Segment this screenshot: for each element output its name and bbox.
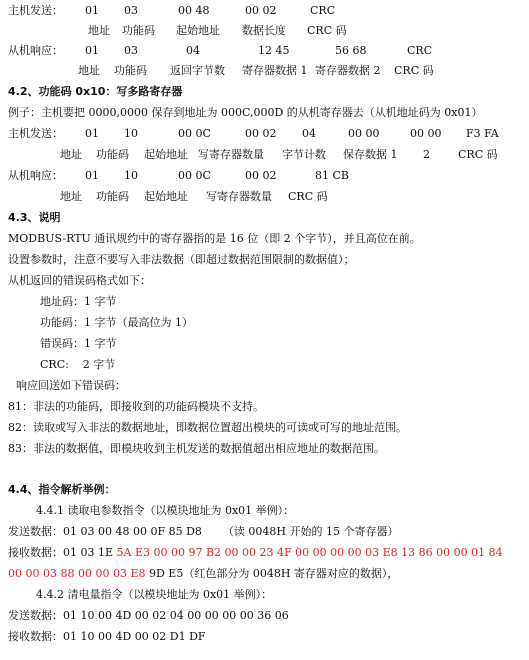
rdesc-func: 功能码 xyxy=(114,64,147,77)
field-address: 地址码：1 字节 xyxy=(40,295,117,308)
register-data-red-part2: 00 00 03 88 00 00 03 E8 xyxy=(8,567,146,580)
receive-header-bytes: 01 03 1E xyxy=(63,546,117,559)
field-crc: CRC: 2 字节 xyxy=(40,358,116,371)
desc-crc: CRC 码 xyxy=(307,24,347,37)
rdesc-addr: 地址 xyxy=(78,64,100,77)
send-value-crc: CRC xyxy=(310,4,336,17)
send-data-1: 发送数据：01 03 00 48 00 0F 85 D8 （读 0048H 开始的 15 个寄存器） xyxy=(8,525,399,538)
error-81: 81：非法的功能码，即接收到的功能码模块不支持。 xyxy=(8,400,264,413)
s42-resp-func: 10 xyxy=(124,169,138,182)
s42-resp-count: 00 02 xyxy=(245,169,277,182)
desc-len: 数据长度 xyxy=(242,24,286,37)
s42-send-label: 主机发送： xyxy=(8,127,63,140)
resp-value-bytes: 04 xyxy=(186,44,200,57)
rdesc-bytes: 返回字节数 xyxy=(170,64,225,77)
resp-value-crc: CRC xyxy=(407,44,433,57)
rdesc-crc: CRC 码 xyxy=(394,64,434,77)
s42-resp-addr: 01 xyxy=(85,169,99,182)
s42-send-addr: 01 xyxy=(85,127,99,140)
resp-value-addr: 01 xyxy=(85,44,99,57)
s42-send-data2: 00 00 xyxy=(410,127,442,140)
section-heading-4-2: 4.2、功能码 0x10：写多路寄存器 xyxy=(8,85,183,98)
receive-data-2: 接收数据：01 10 00 4D 00 02 D1 DF xyxy=(8,630,206,643)
s42-send-count: 00 02 xyxy=(245,127,277,140)
receive-data-1-line1 xyxy=(8,546,503,560)
desc-func: 功能码 xyxy=(122,24,155,37)
send-value-start: 00 48 xyxy=(178,4,210,17)
send-label: 主机发送： xyxy=(8,4,63,17)
s42-rdesc-crc: CRC 码 xyxy=(288,190,328,203)
s42-desc-data1: 保存数据 1 xyxy=(343,148,398,161)
resp-value-d2: 56 68 xyxy=(335,44,367,57)
desc-start: 起始地址 xyxy=(176,24,220,37)
subheading-4-4-1: 4.4.1 读取电参数指令（以模块地址为 0x01 举例）： xyxy=(36,504,295,517)
field-error: 错误码：1 字节 xyxy=(40,337,117,350)
paragraph-register: MODBUS-RTU 通讯规约中的寄存器指的是 16 位（即 2 个字节），并且高位在前。 xyxy=(8,232,421,245)
error-83: 83：非法的数据值，即模块收到主机发送的数据值超出相应地址的数据范围。 xyxy=(8,442,385,455)
send-data-2: 发送数据：01 10 00 4D 00 02 04 00 00 00 00 36 06 xyxy=(8,609,289,622)
s42-desc-func: 功能码 xyxy=(96,148,129,161)
paragraph-error-format: 从机返回的错误码格式如下： xyxy=(8,274,151,287)
s42-desc-addr: 地址 xyxy=(60,148,82,161)
s42-desc-bytes: 字节计数 xyxy=(282,148,326,161)
resp-value-func: 03 xyxy=(124,44,138,57)
register-data-red-part1: 5A E3 00 00 97 B2 00 00 23 4F 00 00 00 00 03 E8 13 86 00 00 01 84 xyxy=(116,546,503,559)
section-heading-4-4: 4.4、指令解析举例： xyxy=(8,483,116,496)
s42-desc-crc: CRC 码 xyxy=(458,148,498,161)
receive-data-1-line2 xyxy=(8,567,398,581)
s42-send-bytes: 04 xyxy=(302,127,316,140)
s42-rdesc-addr: 地址 xyxy=(60,190,82,203)
desc-addr: 地址 xyxy=(88,24,110,37)
section-heading-4-3: 4.3、说明 xyxy=(8,211,61,224)
send-value-func: 03 xyxy=(124,4,138,17)
error-82: 82：读取或写入非法的数据地址，即数据位置超出模块的可读或可写的地址范围。 xyxy=(8,421,407,434)
s42-resp-start: 00 0C xyxy=(178,169,211,182)
paragraph-error-codes: 响应回送如下错误码： xyxy=(16,379,126,392)
s42-rdesc-start: 起始地址 xyxy=(144,190,188,203)
send-value-len: 00 02 xyxy=(245,4,277,17)
s42-desc-data2: 2 xyxy=(423,148,430,161)
rdesc-d1: 寄存器数据 1 xyxy=(242,64,308,77)
s42-resp-label: 从机响应： xyxy=(8,169,63,182)
s42-send-crc: F3 FA xyxy=(466,127,499,140)
s42-desc-count: 写寄存器数量 xyxy=(198,148,264,161)
paragraph-settings: 设置参数时，注意不要写入非法数据（即超过数据范围限制的数据值）； xyxy=(8,253,355,266)
s42-rdesc-count: 写寄存器数量 xyxy=(206,190,272,203)
resp-label: 从机响应： xyxy=(8,44,63,57)
receive-crc-note: 9D E5（红色部分为 0048H 寄存器对应的数据）， xyxy=(145,567,399,580)
s42-send-start: 00 0C xyxy=(178,127,211,140)
s42-rdesc-func: 功能码 xyxy=(96,190,129,203)
s42-send-func: 10 xyxy=(124,127,138,140)
receive-label: 接收数据： xyxy=(8,546,63,559)
resp-value-d1: 12 45 xyxy=(258,44,290,57)
example-text: 例子：主机要把 0000,0000 保存到地址为 000C,000D 的从机寄存器去（从机地址码为 0x01） xyxy=(8,106,483,119)
send-value-addr: 01 xyxy=(85,4,99,17)
s42-resp-crc: 81 CB xyxy=(315,169,349,182)
s42-send-data1: 00 00 xyxy=(348,127,380,140)
s42-desc-start: 起始地址 xyxy=(144,148,188,161)
field-function: 功能码：1 字节（最高位为 1） xyxy=(40,316,193,329)
subheading-4-4-2: 4.4.2 清电量指令（以模块地址为 0x01 举例）： xyxy=(36,588,273,601)
rdesc-d2: 寄存器数据 2 xyxy=(315,64,381,77)
